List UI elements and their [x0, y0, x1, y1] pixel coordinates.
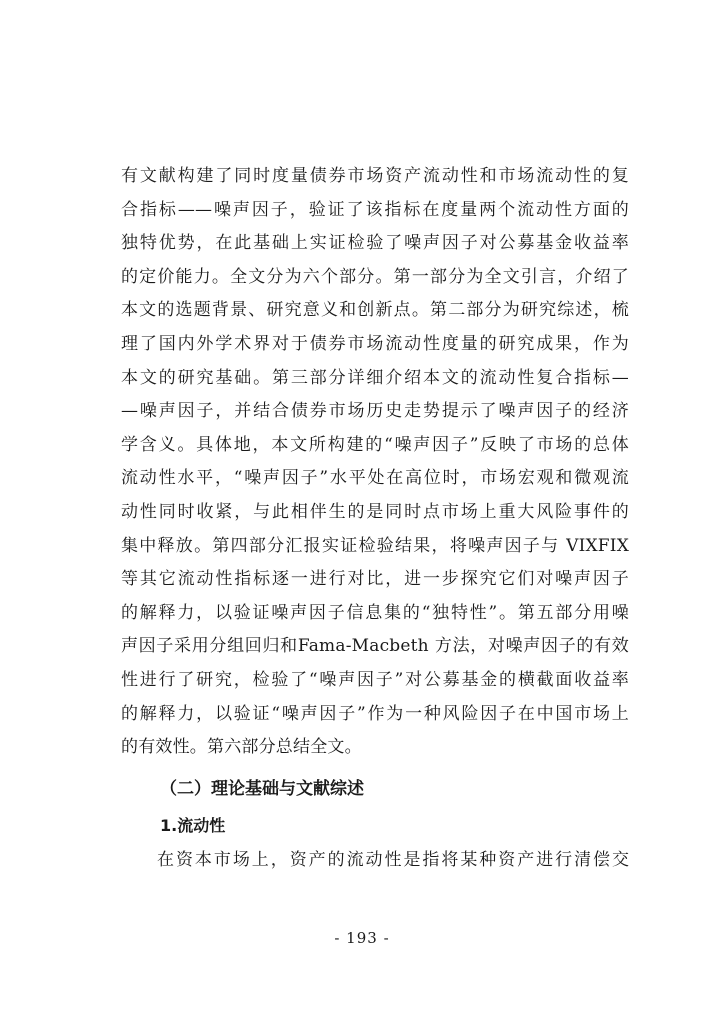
paragraph-line: 声因子采用分组回归和Fama-Macbeth 方法，对噪声因子的有效 [121, 636, 629, 657]
paragraph-line: 的定价能力。全文分为六个部分。第一部分为全文引言，介绍了 [121, 266, 629, 287]
paragraph-line: 本文的研究基础。第三部分详细介绍本文的流动性复合指标— [121, 367, 629, 388]
section-heading: （二）理论基础与文献综述 [160, 779, 364, 799]
paragraph-line: 集中释放。第四部分汇报实证检验结果，将噪声因子与 VIXFIX [121, 535, 629, 556]
body-paragraph [121, 160, 629, 765]
subsection-heading: 1.流动性 [160, 816, 226, 835]
paragraph-line: 独特优势，在此基础上实证检验了噪声因子对公募基金收益率 [121, 233, 629, 254]
paragraph-line: 有文献构建了同时度量债券市场资产流动性和市场流动性的复 [121, 166, 629, 186]
paragraph-line: 等其它流动性指标逐一进行对比，进一步探究它们对噪声因子 [121, 569, 629, 590]
paragraph-line: 的解释力，以验证“噪声因子”作为一种风险因子在中国市场上 [121, 703, 629, 724]
paragraph-line: 动性同时收紧，与此相伴生的是同时点市场上重大风险事件的 [121, 501, 629, 522]
paragraph-line: 的解释力，以验证噪声因子信息集的“独特性”。第五部分用噪 [121, 602, 629, 623]
paragraph-line: 流动性水平，“噪声因子”水平处在高位时，市场宏观和微观流 [121, 468, 629, 489]
paragraph-line: 理了国内外学术界对于债券市场流动性度量的研究成果，作为 [121, 333, 629, 354]
page-number: - 193 - [334, 929, 390, 947]
paragraph-line: 的有效性。第六部分总结全文。 [121, 737, 362, 758]
paragraph-line: —噪声因子，并结合债券市场历史走势提示了噪声因子的经济 [121, 401, 629, 422]
paragraph-line: 学含义。具体地，本文所构建的“噪声因子”反映了市场的总体 [121, 434, 629, 455]
paragraph-line: 本文的选题背景、研究意义和创新点。第二部分为研究综述，梳 [121, 300, 629, 321]
next-paragraph-line: 在资本市场上，资产的流动性是指将某种资产进行清偿交 [157, 850, 629, 870]
paragraph-line: 性进行了研究，检验了“噪声因子”对公募基金的横截面收益率 [121, 669, 629, 690]
paragraph-line: 合指标——噪声因子，验证了该指标在度量两个流动性方面的 [121, 199, 629, 220]
